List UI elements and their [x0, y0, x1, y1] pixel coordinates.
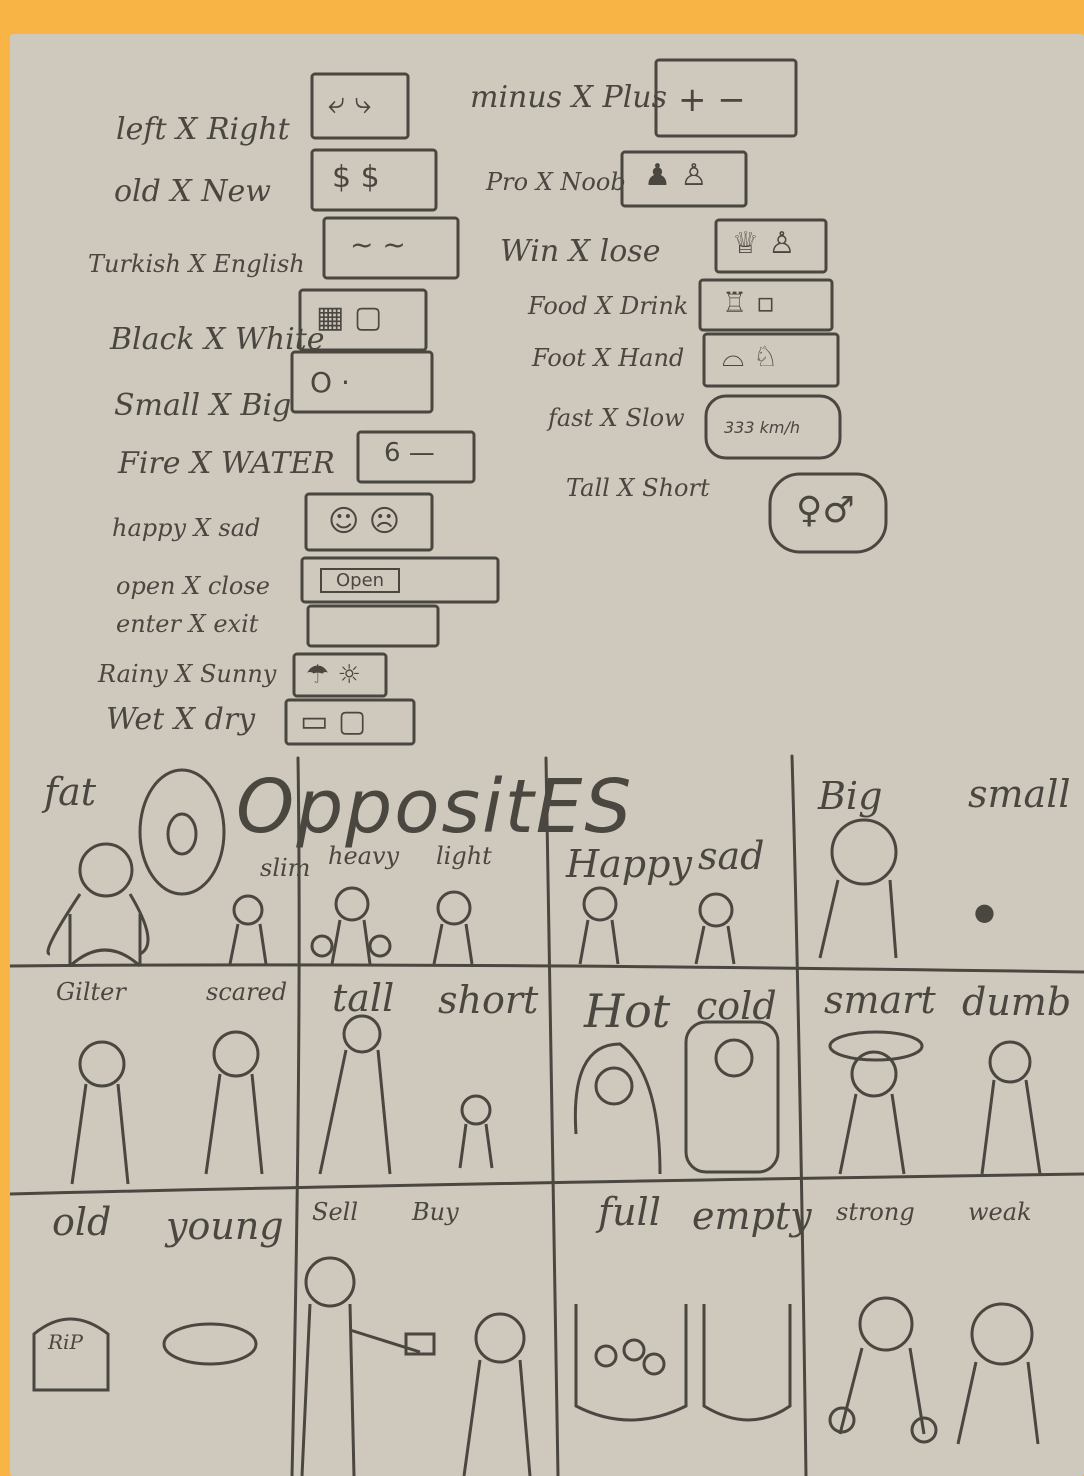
circles-icon: O · — [310, 366, 350, 399]
paper-sheet — [10, 34, 1084, 1476]
pair-wet-dry: Wet X dry — [106, 702, 256, 737]
pair-tall-short: Tall X Short — [566, 474, 710, 502]
pair-pro-noob: Pro X Noob — [486, 168, 626, 196]
cell-scared: scared — [206, 978, 288, 1006]
pair-foot-hand: Foot X Hand — [532, 344, 685, 372]
door-icon: Open — [320, 568, 400, 593]
dash-icon: ~ ~ — [350, 228, 406, 261]
trophy-icon: ♕ ♙ — [732, 226, 796, 261]
arrows-icon: ⤶ ⤷ — [328, 86, 372, 121]
cell-happy: Happy — [566, 842, 692, 886]
weather-icon: ☂ ☼ — [306, 660, 361, 690]
pair-minus-plus: minus X Plus — [470, 80, 668, 115]
people-icon: ♀♂ — [796, 490, 855, 531]
pair-black-white: Black X White — [110, 322, 325, 357]
cell-slim: slim — [260, 854, 311, 882]
cell-buy: Buy — [412, 1198, 459, 1226]
pair-fire-water: Fire X WATER — [118, 446, 335, 481]
squares-icon: ▦ ▢ — [316, 300, 383, 335]
cell-small: small — [968, 772, 1071, 816]
speed-icon: 333 km/h — [724, 418, 801, 437]
cell-weak: weak — [968, 1198, 1032, 1226]
dollar-icon: $ $ — [332, 160, 380, 195]
cell-short: short — [438, 978, 539, 1022]
pair-left-right: left X Right — [116, 112, 290, 147]
cell-full: full — [598, 1190, 661, 1234]
cell-strong: strong — [836, 1198, 915, 1226]
players-icon: ♟ ♙ — [644, 158, 708, 193]
grave-text: RiP — [48, 1330, 83, 1354]
pair-food-drink: Food X Drink — [528, 292, 689, 320]
cloth-icon: ▭ ▢ — [300, 704, 367, 739]
pair-open-close: open X close — [116, 572, 270, 600]
pair-old-new: old X New — [114, 174, 271, 209]
pair-turkish-english: Turkish X English — [88, 250, 305, 278]
cell-hot: Hot — [584, 984, 671, 1038]
cell-big: Big — [818, 774, 883, 818]
cell-heavy: heavy — [328, 842, 400, 870]
pair-happy-sad: happy X sad — [112, 514, 261, 542]
plus-minus-icon: + − — [678, 80, 746, 120]
cell-empty: empty — [692, 1194, 812, 1238]
cup-icon: ♖ ▫ — [722, 286, 775, 319]
foot-hand-icon: ⌓ ♘ — [722, 340, 779, 373]
cell-cold: cold — [696, 984, 777, 1028]
cell-sell: Sell — [312, 1198, 358, 1226]
cell-tall: tall — [332, 976, 395, 1020]
cell-dumb: dumb — [962, 980, 1072, 1024]
cell-sad: sad — [698, 834, 765, 878]
poster-title: OppositES — [236, 764, 634, 850]
faces-icon: ☺ ☹ — [328, 504, 401, 539]
small-dot-icon: ● — [974, 898, 995, 926]
pair-rainy-sunny: Rainy X Sunny — [98, 660, 277, 688]
fire-water-icon: 6 — — [384, 438, 435, 468]
cell-old: old — [52, 1200, 112, 1244]
cell-gilter: Gilter — [56, 978, 126, 1006]
pair-win-lose: Win X lose — [500, 234, 661, 269]
cell-fat: fat — [44, 770, 96, 814]
pair-small-big: Small X Big — [114, 388, 292, 423]
pair-fast-slow: fast X Slow — [548, 404, 685, 432]
cell-light: light — [436, 842, 492, 870]
cell-smart: smart — [824, 978, 936, 1022]
pair-enter-exit: enter X exit — [116, 610, 259, 638]
cell-young: young — [166, 1204, 284, 1248]
